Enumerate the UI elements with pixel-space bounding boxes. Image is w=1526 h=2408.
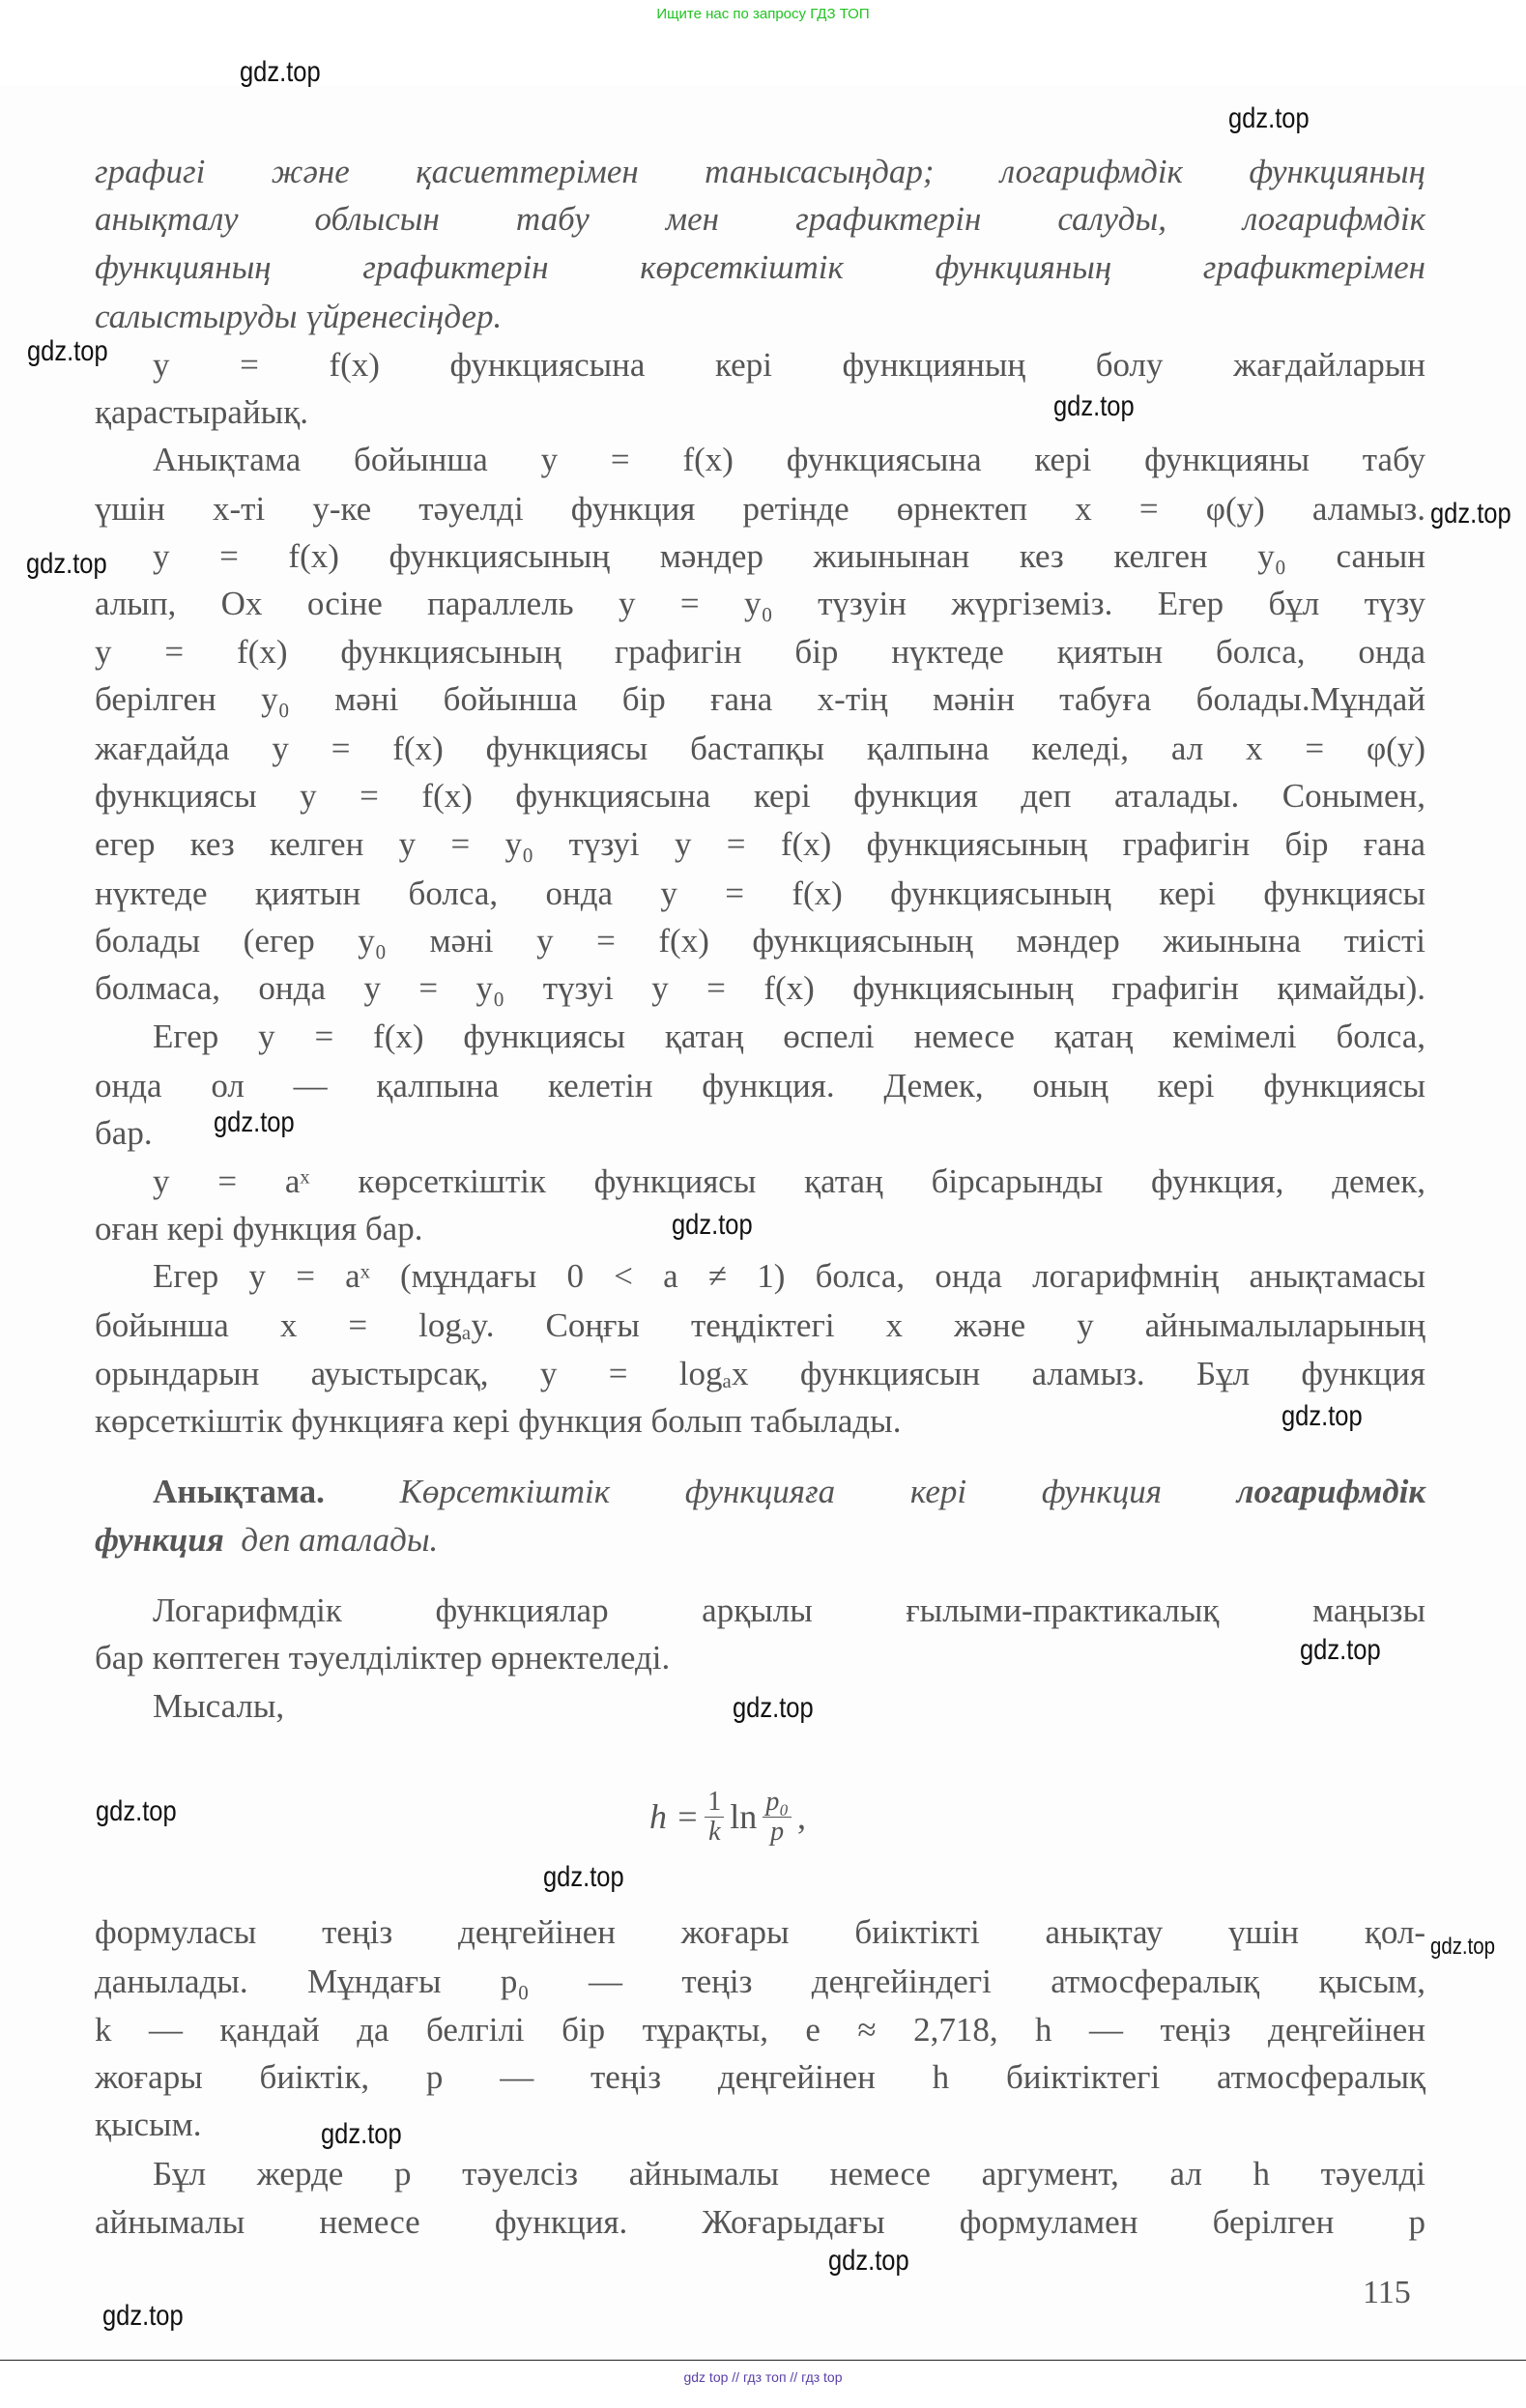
watermark: gdz.top xyxy=(96,1795,177,1827)
text-line: болмаса, онда y = y₀ түзуі y = f(x) функциясының графигін қимайды). xyxy=(95,969,1425,1007)
text-line: y = aˣ көрсеткіштік функциясы қатаң бірсарынды функция, демек, xyxy=(153,1162,1425,1200)
fraction-p0-over-p xyxy=(763,1788,792,1847)
top-banner: Ищите нас по запросу ГДЗ ТОП xyxy=(656,6,870,22)
watermark: gdz.top xyxy=(102,2300,184,2332)
page-number: 115 xyxy=(1363,2275,1411,2310)
height-formula xyxy=(649,1778,806,1855)
footer-text: gdz top // гдз топ // гдз top xyxy=(683,2369,843,2385)
denominator: k xyxy=(708,1816,721,1847)
watermark: gdz.top xyxy=(1228,102,1310,134)
text-line: Мысалы, xyxy=(153,1687,285,1725)
text-line: бар көптеген тәуелділіктер өрнектеледі. xyxy=(95,1639,671,1677)
text-line: Егер y = f(x) функциясы қатаң өспелі немесе қатаң кемімелі болса, xyxy=(153,1018,1425,1055)
text-line: орындарын ауыстырсақ, y = logₐx функциясын аламыз. Бұл функция xyxy=(95,1355,1425,1392)
ln-operator: ln xyxy=(730,1797,758,1836)
numerator: 1 xyxy=(705,1788,724,1818)
text-line: y = f(x) функциясына кері функцияның болу жағдайларын xyxy=(153,346,1425,384)
text-line: анықталу облысын табу мен графиктерін салуды, логарифмдік xyxy=(95,200,1425,238)
text-line: Егер y = aˣ (мұндағы 0 < a ≠ 1) болса, онда логарифмнің анықтамасы xyxy=(153,1257,1425,1295)
definition-line xyxy=(153,1473,1425,1511)
fraction-1-over-k xyxy=(705,1788,724,1847)
text-line: үшін x-ті y-ке тәуелді функция ретінде өрнектеп x = φ(y) аламыз. xyxy=(95,490,1425,528)
text-line: жоғары биіктік, p — теңіз деңгейінен h биіктіктегі атмосфералық xyxy=(95,2058,1425,2096)
watermark: gdz.top xyxy=(1430,1934,1495,1960)
text-line: функциясы y = f(x) функциясына кері функция деп аталады. Сонымен, xyxy=(95,777,1425,815)
text-line: Анықтама бойынша y = f(x) функциясына кері функцияны табу xyxy=(153,441,1425,478)
text-line: Бұл жерде p тәуелсіз айнымалы немесе аргумент, ал h тәуелді xyxy=(153,2155,1425,2193)
text-line: егер кез келген y = y₀ түзуі y = f(x) функциясының графигін бір ғана xyxy=(95,825,1425,863)
text-line: жағдайда y = f(x) функциясы бастапқы қалпына келеді, ал x = φ(y) xyxy=(95,730,1425,767)
text-line: онда ол — қалпына келетін функция. Демек, оның кері функциясы xyxy=(95,1067,1425,1104)
text-line: y = f(x) функциясының мәндер жиынынан кез келген y₀ санын xyxy=(153,537,1425,575)
watermark: gdz.top xyxy=(1430,498,1512,530)
watermark: gdz.top xyxy=(828,2245,909,2277)
text-line: данылады. Мұндағы p₀ — теңіз деңгейіндегі атмосфералық қысым, xyxy=(95,1963,1425,2000)
text-line: формуласы теңіз деңгейінен жоғары биіктікті анықтау үшін қол- xyxy=(95,1913,1425,1951)
text-line: бойынша x = logₐy. Соңғы теңдіктегі x және y айнымалыларының xyxy=(95,1306,1425,1344)
denominator: p xyxy=(770,1816,785,1847)
text-line: нүктеде қиятын болса, онда y = f(x) функциясының кері функциясы xyxy=(95,874,1425,912)
watermark: gdz.top xyxy=(321,2118,402,2150)
text-line: Логарифмдік функциялар арқылы ғылыми-практикалық маңызы xyxy=(153,1591,1425,1629)
footer-divider xyxy=(0,2360,1526,2361)
definition-term: функция xyxy=(95,1521,224,1559)
watermark: gdz.top xyxy=(240,56,321,88)
definition-label: Анықтама. xyxy=(153,1473,325,1510)
text-line: айнымалы немесе функция. Жоғарыдағы формуламен берілген p xyxy=(95,2203,1425,2241)
text-line: функцияның графиктерін көрсеткіштік функцияның графиктерімен xyxy=(95,248,1425,286)
text-line: қысым. xyxy=(95,2106,202,2143)
text-line: салыстыруды үйренесіңдер. xyxy=(95,298,503,335)
watermark: gdz.top xyxy=(1300,1634,1381,1666)
text-line: алып, Ox осіне параллель y = y₀ түзуін жүргіземіз. Егер бұл түзу xyxy=(95,585,1425,622)
text-line: бар. xyxy=(95,1114,153,1152)
watermark: gdz.top xyxy=(672,1209,753,1241)
text-line: көрсеткіштік функцияға кері функция болып табылады. xyxy=(95,1402,902,1440)
text-line: болады (егер y₀ мәні y = f(x) функциясының мәндер жиынына тиісті xyxy=(95,922,1425,960)
text-line: графигі және қасиеттерімен танысасыңдар; логарифмдік функцияның xyxy=(95,153,1425,190)
definition-text: деп аталады. xyxy=(241,1521,439,1559)
watermark: gdz.top xyxy=(214,1106,295,1138)
watermark: gdz.top xyxy=(27,335,108,367)
definition-text: Көрсеткіштік функцияға кері функция xyxy=(399,1473,1162,1510)
text-line: оған кері функция бар. xyxy=(95,1210,423,1247)
watermark: gdz.top xyxy=(543,1861,624,1893)
watermark: gdz.top xyxy=(733,1692,814,1724)
formula-comma: , xyxy=(797,1797,807,1836)
watermark: gdz.top xyxy=(1281,1400,1363,1432)
definition-term: логарифмдік xyxy=(1236,1473,1426,1510)
formula-lhs: h = xyxy=(649,1797,700,1836)
watermark: gdz.top xyxy=(1053,390,1135,422)
text-line: y = f(x) функциясының графигін бір нүктеде қиятын болса, онда xyxy=(95,633,1425,671)
numerator: p₀ xyxy=(763,1788,792,1818)
text-line: k — қандай да белгілі бір тұрақты, e ≈ 2,718, h — теңіз деңгейінен xyxy=(95,2011,1425,2049)
text-line: берілген y₀ мәні бойынша бір ғана x-тің мәнін табуға болады.Мұндай xyxy=(95,680,1425,718)
text-line: қарастырайық. xyxy=(95,393,308,431)
watermark: gdz.top xyxy=(26,548,107,580)
definition-line xyxy=(95,1521,1425,1560)
